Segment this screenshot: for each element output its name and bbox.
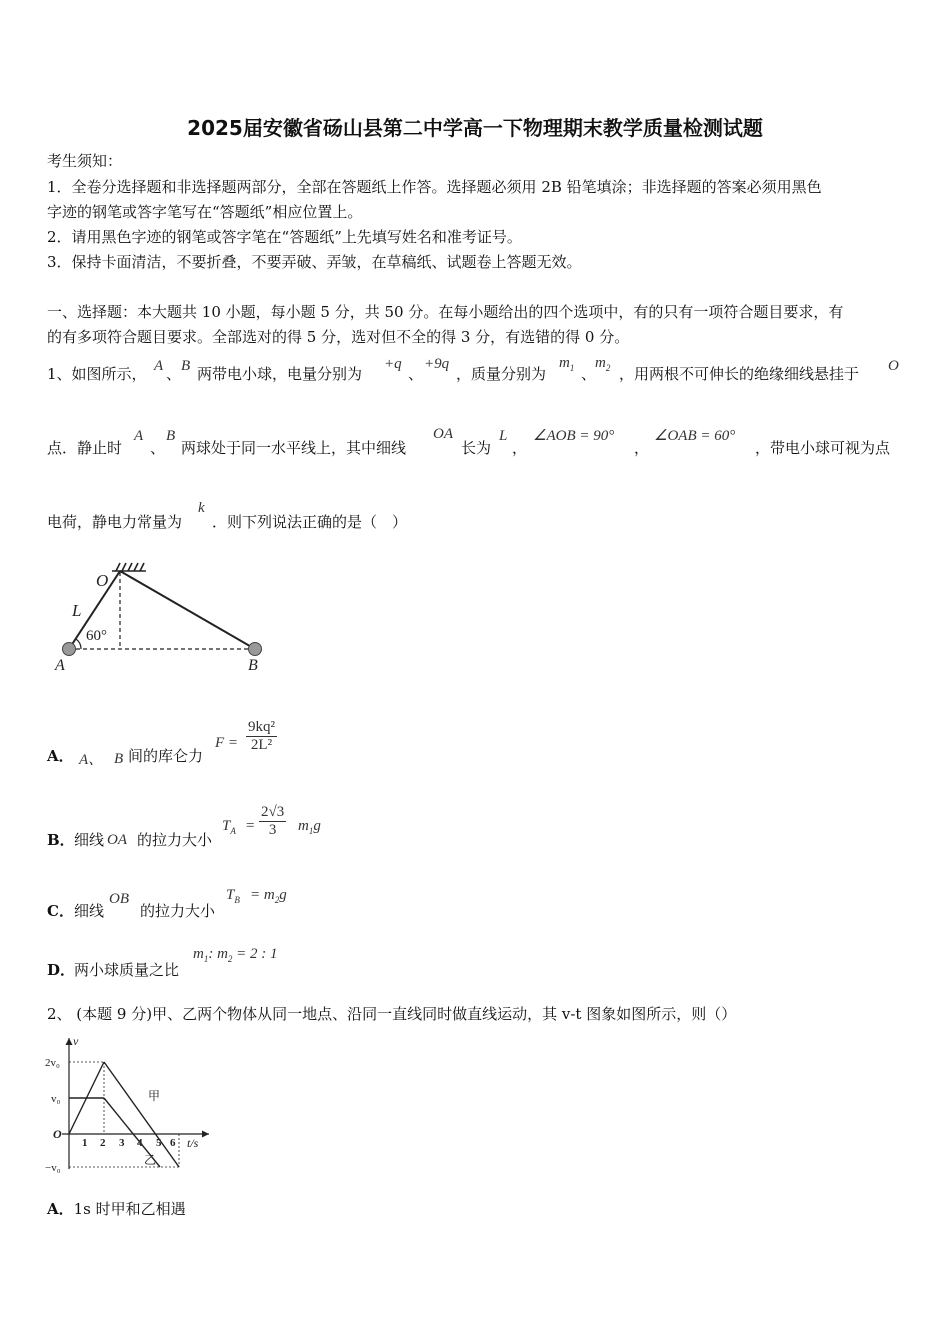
q2-option-a-label: A． bbox=[47, 1200, 74, 1218]
q1-l2b: 、 bbox=[150, 439, 166, 457]
q1-opt-b-OA: OA bbox=[107, 832, 127, 848]
q1-option-d[interactable] bbox=[47, 959, 75, 980]
q1-opt-d-ratio: $m_1$: $m_2 = 2$ : 1 bbox=[193, 946, 278, 964]
q1-option-b[interactable] bbox=[47, 829, 75, 850]
fig2-tick-2: 2 bbox=[100, 1137, 106, 1149]
q1-l1a: 1、如图所示， bbox=[47, 365, 147, 383]
q1-sym-oab: ∠OAB = 60° bbox=[654, 428, 736, 444]
notice-heading: 考生须知： bbox=[47, 152, 123, 170]
q1-l1g: ，用两根不可伸长的绝缘细线悬挂于 bbox=[619, 365, 860, 383]
q1-l2d: 长为 bbox=[461, 439, 492, 457]
q2-option-a-text: 1s 时甲和乙相遇 bbox=[73, 1200, 186, 1218]
q1-sym-A2: A bbox=[134, 428, 144, 444]
fig2-label-jia: 甲 bbox=[148, 1089, 161, 1103]
fig2-tick-6: 6 bbox=[170, 1137, 176, 1149]
fig2-tick-5: 5 bbox=[156, 1137, 162, 1149]
q1-sym-L: L bbox=[499, 428, 508, 444]
q1-option-d-label: D． bbox=[47, 961, 76, 979]
q1-l1b: 、 bbox=[166, 365, 182, 383]
q1-l2c: 两球处于同一水平线上，其中细线 bbox=[181, 439, 407, 457]
notice-item-2: 2．请用黑色字迹的钢笔或答字笔在“答题纸”上先填写姓名和准考证号。 bbox=[47, 228, 522, 246]
q1-l2f: ， bbox=[634, 439, 650, 457]
q1-opt-b-T: $T_A$ bbox=[222, 818, 236, 836]
q1-l1e: ，质量分别为 bbox=[456, 365, 547, 383]
fig1-label-A: A bbox=[55, 657, 65, 674]
fig2-label-v: v bbox=[73, 1034, 79, 1048]
q1-opt-c-OB: OB bbox=[109, 891, 129, 907]
q2-stem: 2、 (本题 9 分)甲、乙两个物体从同一地点、沿同一直线同时做直线运动，其 v-t 图象如图所示，则（） bbox=[47, 1005, 737, 1023]
q1-l2a: 点．静止时 bbox=[47, 439, 123, 457]
fig1-label-O: O bbox=[96, 571, 109, 590]
fig2-label-yi: 乙 bbox=[144, 1153, 157, 1167]
q1-opt-b-m1g: $m_1g$ bbox=[298, 818, 321, 836]
q1-sym-aob: ∠AOB = 90° bbox=[533, 428, 615, 444]
q1-opt-a-text: 间的库仑力 bbox=[128, 747, 204, 765]
fig2-label-O: O bbox=[53, 1127, 62, 1141]
q1-opt-c-text1: 细线 bbox=[74, 902, 105, 920]
fig1-label-angle: 60° bbox=[86, 628, 107, 644]
q1-l3b: ．则下列说法正确的是（ ） bbox=[212, 513, 408, 531]
q1-opt-b-frac: $\frac{2√3}{3}$ bbox=[261, 804, 285, 838]
fig1-label-B: B bbox=[248, 657, 258, 674]
fig2-tick-3: 3 bbox=[119, 1137, 125, 1149]
section1-line1: 一、选择题：本大题共 10 小题，每小题 5 分，共 50 分。在每小题给出的四个选项中，有的只有一项符合题目要求，有 bbox=[47, 303, 844, 321]
q1-opt-b-text2: 的拉力大小 bbox=[137, 831, 213, 849]
q1-option-c[interactable] bbox=[47, 900, 74, 921]
q1-figure bbox=[50, 558, 280, 683]
q2-option-a[interactable] bbox=[47, 1198, 186, 1219]
q1-l1c: 两带电小球，电量分别为 bbox=[197, 365, 363, 383]
q1-sym-k: k bbox=[198, 500, 205, 516]
fig2-tick-1: 1 bbox=[82, 1137, 88, 1149]
q1-opt-a-sym-b: B bbox=[114, 751, 124, 767]
q1-l2g: ，带电小球可视为点 bbox=[755, 439, 891, 457]
q1-option-a-label: A． bbox=[47, 747, 74, 765]
q1-opt-a-frac: $\frac{\text{9kq²}}{\text{2L²}}$ bbox=[248, 719, 275, 753]
q1-sym-B: B bbox=[181, 358, 191, 374]
q1-l2e: ， bbox=[512, 439, 528, 457]
q1-option-a[interactable] bbox=[47, 745, 74, 766]
fig2-label-2v0: 2v₀ bbox=[45, 1057, 60, 1069]
section1-line2: 的有多项符合题目要求。全部选对的得 5 分，选对但不全的得 3 分，有选错的得 0 分。 bbox=[47, 328, 630, 346]
q1-opt-d-text: 两小球质量之比 bbox=[74, 961, 180, 979]
q1-sym-m2: $m_2$ bbox=[595, 355, 611, 373]
q1-l3a: 电荷，静电力常量为 bbox=[47, 513, 183, 531]
q2-vt-figure bbox=[44, 1034, 214, 1174]
fig2-label-neg-v0: −v₀ bbox=[45, 1162, 61, 1174]
q1-opt-b-text1: 细线 bbox=[74, 831, 105, 849]
q1-opt-a-F: F = bbox=[215, 735, 239, 751]
notice-item-3: 3．保持卡面清洁，不要折叠，不要弄破、弄皱，在草稿纸、试题卷上答题无效。 bbox=[47, 253, 582, 271]
q1-sym-9q: +9q bbox=[424, 356, 450, 372]
notice-item-1a: 1．全卷分选择题和非选择题两部分，全部在答题纸上作答。选择题必须用 2B 铅笔填涂；非选择题的答案必须用黑色 bbox=[47, 178, 822, 196]
q1-sym-O: O bbox=[888, 358, 899, 374]
q1-sym-q: +q bbox=[384, 356, 402, 372]
q1-sym-OA: OA bbox=[433, 426, 453, 442]
q1-opt-c-text2: 的拉力大小 bbox=[140, 902, 216, 920]
q1-opt-b-eq: = bbox=[246, 818, 255, 834]
q1-l1f: 、 bbox=[581, 365, 597, 383]
q1-sym-A: A bbox=[154, 358, 164, 374]
fig1-label-L: L bbox=[72, 601, 82, 620]
fig2-tick-4: 4 bbox=[137, 1137, 143, 1149]
q1-opt-c-rhs: = $m_2g$ bbox=[250, 887, 287, 905]
q1-l1d: 、 bbox=[408, 365, 424, 383]
q1-sym-m1: $m_1$ bbox=[559, 355, 575, 373]
q1-option-c-label: C． bbox=[47, 902, 74, 920]
q1-option-b-label: B． bbox=[47, 831, 75, 849]
page-title: 2025届安徽省砀山县第二中学高一下物理期末教学质量检测试题 bbox=[187, 116, 763, 140]
q1-opt-a-sym: A、 bbox=[79, 752, 104, 768]
notice-item-1b: 字迹的钢笔或答字笔写在“答题纸”相应位置上。 bbox=[47, 203, 363, 221]
fig2-label-v0: v₀ bbox=[51, 1093, 61, 1105]
q1-sym-B2: B bbox=[166, 428, 176, 444]
fig2-label-t: t/s bbox=[187, 1136, 199, 1150]
q1-opt-c-T: $T_B$ bbox=[226, 887, 240, 905]
